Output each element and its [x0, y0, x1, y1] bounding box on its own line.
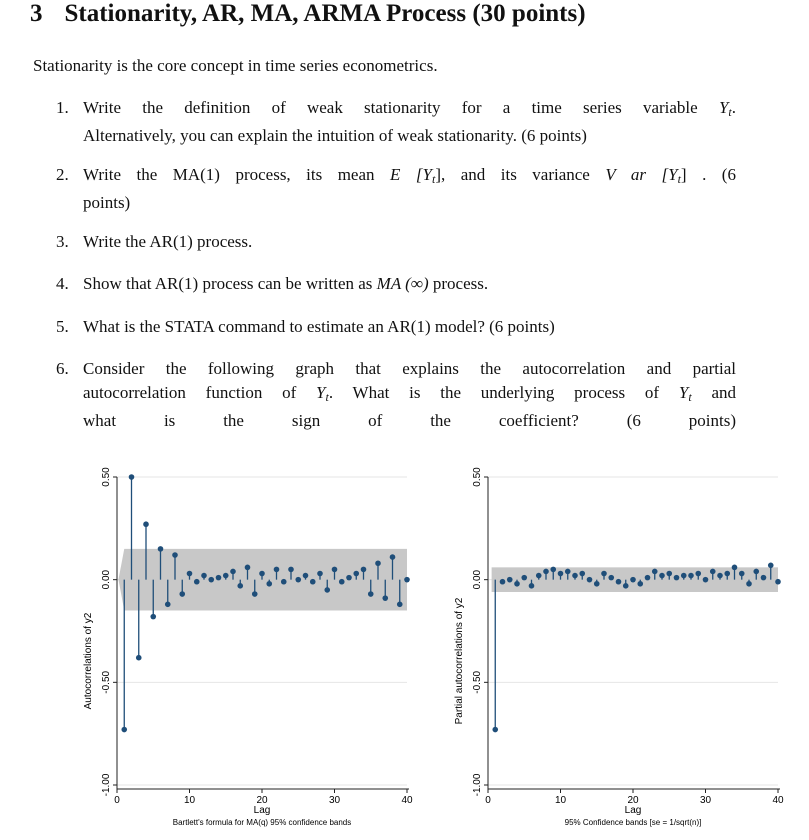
lag-point: [666, 571, 672, 577]
lag-point: [397, 602, 403, 608]
x-tick-label: 30: [699, 795, 712, 806]
lag-point: [521, 575, 527, 581]
lag-point: [274, 567, 280, 573]
lag-point: [353, 571, 359, 577]
lag-point: [616, 579, 622, 585]
x-tick-label: 10: [183, 795, 196, 806]
lag-point: [295, 577, 301, 583]
x-tick-label: 20: [627, 795, 639, 806]
lag-point: [746, 581, 752, 587]
lag-point: [346, 575, 352, 581]
lag-point: [223, 573, 229, 579]
y-tick-label: 0.00: [101, 569, 112, 590]
lag-point: [259, 571, 265, 577]
lag-point: [150, 614, 156, 620]
x-tick-label: 30: [328, 795, 341, 806]
subscript-t: t: [325, 390, 329, 404]
lag-point: [608, 575, 614, 581]
lag-point: [768, 562, 774, 568]
mean-close: ],: [435, 165, 446, 184]
q1-period: .: [731, 98, 736, 117]
x-axis-title: Lag: [253, 805, 271, 816]
lag-point: [339, 579, 345, 585]
lag-point: [208, 577, 214, 583]
lag-point: [674, 575, 680, 581]
var-Y: Y: [316, 383, 326, 402]
lag-point: [652, 569, 658, 575]
lag-point: [579, 571, 585, 577]
lag-point: [390, 554, 396, 560]
question-4: [56, 272, 736, 296]
question-5: [56, 315, 736, 339]
lag-point: [136, 655, 142, 661]
question-number: 1.: [56, 98, 69, 117]
lag-point: [761, 575, 767, 581]
q6-line2-post: and: [691, 383, 736, 402]
lag-point: [143, 521, 149, 527]
lag-point: [375, 560, 381, 566]
lag-point: [724, 571, 730, 577]
q6-line1: Consider the following graph that explains the autocorrelation and partial: [83, 359, 736, 378]
question-number: 2.: [56, 165, 69, 184]
question-body: [83, 272, 736, 296]
lag-point: [288, 567, 294, 573]
confidence-band: [118, 549, 407, 611]
acf-chart: [62, 463, 417, 835]
lag-point: [500, 579, 506, 585]
question-number: 6.: [56, 359, 69, 378]
question-number: 5.: [56, 317, 69, 336]
lag-point: [230, 569, 236, 575]
pacf-chart: [433, 463, 788, 835]
lag-point: [266, 581, 272, 587]
lag-point: [194, 579, 200, 585]
lag-point: [630, 577, 636, 583]
lag-point: [623, 583, 629, 589]
lag-point: [695, 571, 701, 577]
lag-point: [572, 573, 578, 579]
lag-point: [637, 581, 643, 587]
lag-point: [514, 581, 520, 587]
subscript-t: t: [728, 105, 732, 119]
lag-point: [368, 591, 374, 597]
q1-text: Write the definition of weak stationarity for a time series variable: [83, 98, 719, 117]
lag-point: [281, 579, 287, 585]
variance-expr: V ar [Y: [605, 165, 678, 184]
lag-point: [529, 583, 535, 589]
q2-line2: points): [83, 193, 131, 212]
lag-point: [361, 567, 367, 573]
lag-point: [775, 579, 781, 585]
question-body: [83, 163, 736, 215]
x-tick-label: 10: [554, 795, 567, 806]
question-3: [56, 230, 736, 254]
lag-point: [179, 591, 185, 597]
q6-line3: what is the sign of the coefficient? (6 points): [83, 411, 736, 430]
y-axis-title: Autocorrelations of y2: [83, 612, 94, 710]
y-axis-title: Partial autocorrelations of y2: [454, 597, 465, 725]
question-2: [56, 163, 736, 215]
lag-point: [717, 573, 723, 579]
y-tick-label: 0.00: [472, 569, 483, 590]
lag-point: [565, 569, 571, 575]
y-tick-label: 0.50: [472, 467, 483, 487]
section-number: 3: [30, 0, 43, 27]
question-body: [83, 96, 736, 148]
lag-point: [382, 595, 388, 601]
variance-close: ]: [680, 165, 687, 184]
lag-point: [550, 567, 556, 573]
var-Y: Y: [678, 383, 689, 402]
lag-point: [732, 565, 738, 571]
y-tick-label: -0.50: [472, 670, 483, 694]
lag-point: [252, 591, 258, 597]
lag-point: [129, 474, 135, 480]
lag-point: [310, 579, 316, 585]
y-tick-label: -1.00: [472, 773, 483, 797]
chart-note: Bartlett's formula for MA(q) 95% confidence bands: [172, 818, 352, 827]
x-tick-label: 40: [772, 795, 784, 806]
q2-mid: and its variance: [445, 165, 606, 184]
question-number: 3.: [56, 232, 69, 251]
lag-point: [681, 573, 687, 579]
q6-line2-pre: autocorrelation function of: [83, 383, 317, 402]
lag-point: [558, 571, 564, 577]
lag-point: [645, 575, 651, 581]
subscript-t: t: [677, 172, 681, 186]
lag-point: [158, 546, 164, 552]
lag-point: [543, 569, 549, 575]
question-body: [83, 357, 736, 433]
question-body: What is the STATA command to estimate an AR(1) model? (6 points): [83, 317, 555, 336]
lag-point: [710, 569, 716, 575]
q4-post: process.: [428, 274, 489, 293]
lag-point: [237, 583, 243, 589]
question-body: Write the AR(1) process.: [83, 232, 253, 251]
x-axis-title: Lag: [624, 805, 642, 816]
x-tick-label: 40: [401, 795, 413, 806]
y-tick-label: -1.00: [101, 773, 112, 797]
x-tick-label: 0: [114, 795, 120, 806]
lag-point: [187, 571, 193, 577]
x-tick-label: 0: [485, 795, 491, 806]
chart-note: 95% Confidence bands [se = 1/sqrt(n)]: [564, 818, 702, 827]
subscript-t: t: [688, 390, 692, 404]
lag-point: [303, 573, 309, 579]
section-heading: [30, 0, 586, 28]
section-title: Stationarity, AR, MA, ARMA Process (30 points): [64, 0, 586, 27]
subscript-t: t: [431, 172, 436, 186]
lag-point: [172, 552, 178, 558]
lag-point: [703, 577, 709, 583]
lag-point: [688, 573, 694, 579]
lag-point: [404, 577, 410, 583]
lag-point: [753, 569, 759, 575]
lag-point: [659, 573, 665, 579]
lag-point: [332, 567, 338, 573]
q6-line2-mid: . What is the underlying process of: [328, 383, 679, 402]
intro-text: Stationarity is the core concept in time series econometrics.: [33, 56, 438, 75]
lag-point: [245, 565, 251, 571]
y-tick-label: 0.50: [101, 467, 112, 487]
lag-point: [739, 571, 745, 577]
q2-post: . (6: [686, 165, 736, 184]
lag-point: [121, 727, 127, 733]
lag-point: [165, 602, 171, 608]
lag-point: [601, 571, 607, 577]
mean-expr: E [Y: [390, 165, 432, 184]
q1-line2: Alternatively, you can explain the intuition of weak stationarity. (6 points): [83, 126, 587, 145]
lag-point: [594, 581, 600, 587]
q4-text: Show that AR(1) process can be written as: [83, 274, 377, 293]
y-tick-label: -0.50: [101, 670, 112, 694]
q2-text: Write the MA(1) process, its mean: [83, 165, 391, 184]
lag-point: [507, 577, 513, 583]
lag-point: [536, 573, 542, 579]
var-Y: Y: [718, 98, 729, 117]
lag-point: [324, 587, 330, 593]
question-6: [56, 357, 736, 433]
question-number: 4.: [56, 274, 69, 293]
question-1: [56, 96, 736, 148]
lag-point: [317, 571, 323, 577]
ma-infinity: MA (∞): [376, 274, 429, 293]
lag-point: [216, 575, 222, 581]
lag-point: [587, 577, 593, 583]
x-tick-label: 20: [256, 795, 268, 806]
lag-point: [492, 727, 498, 733]
lag-point: [201, 573, 207, 579]
